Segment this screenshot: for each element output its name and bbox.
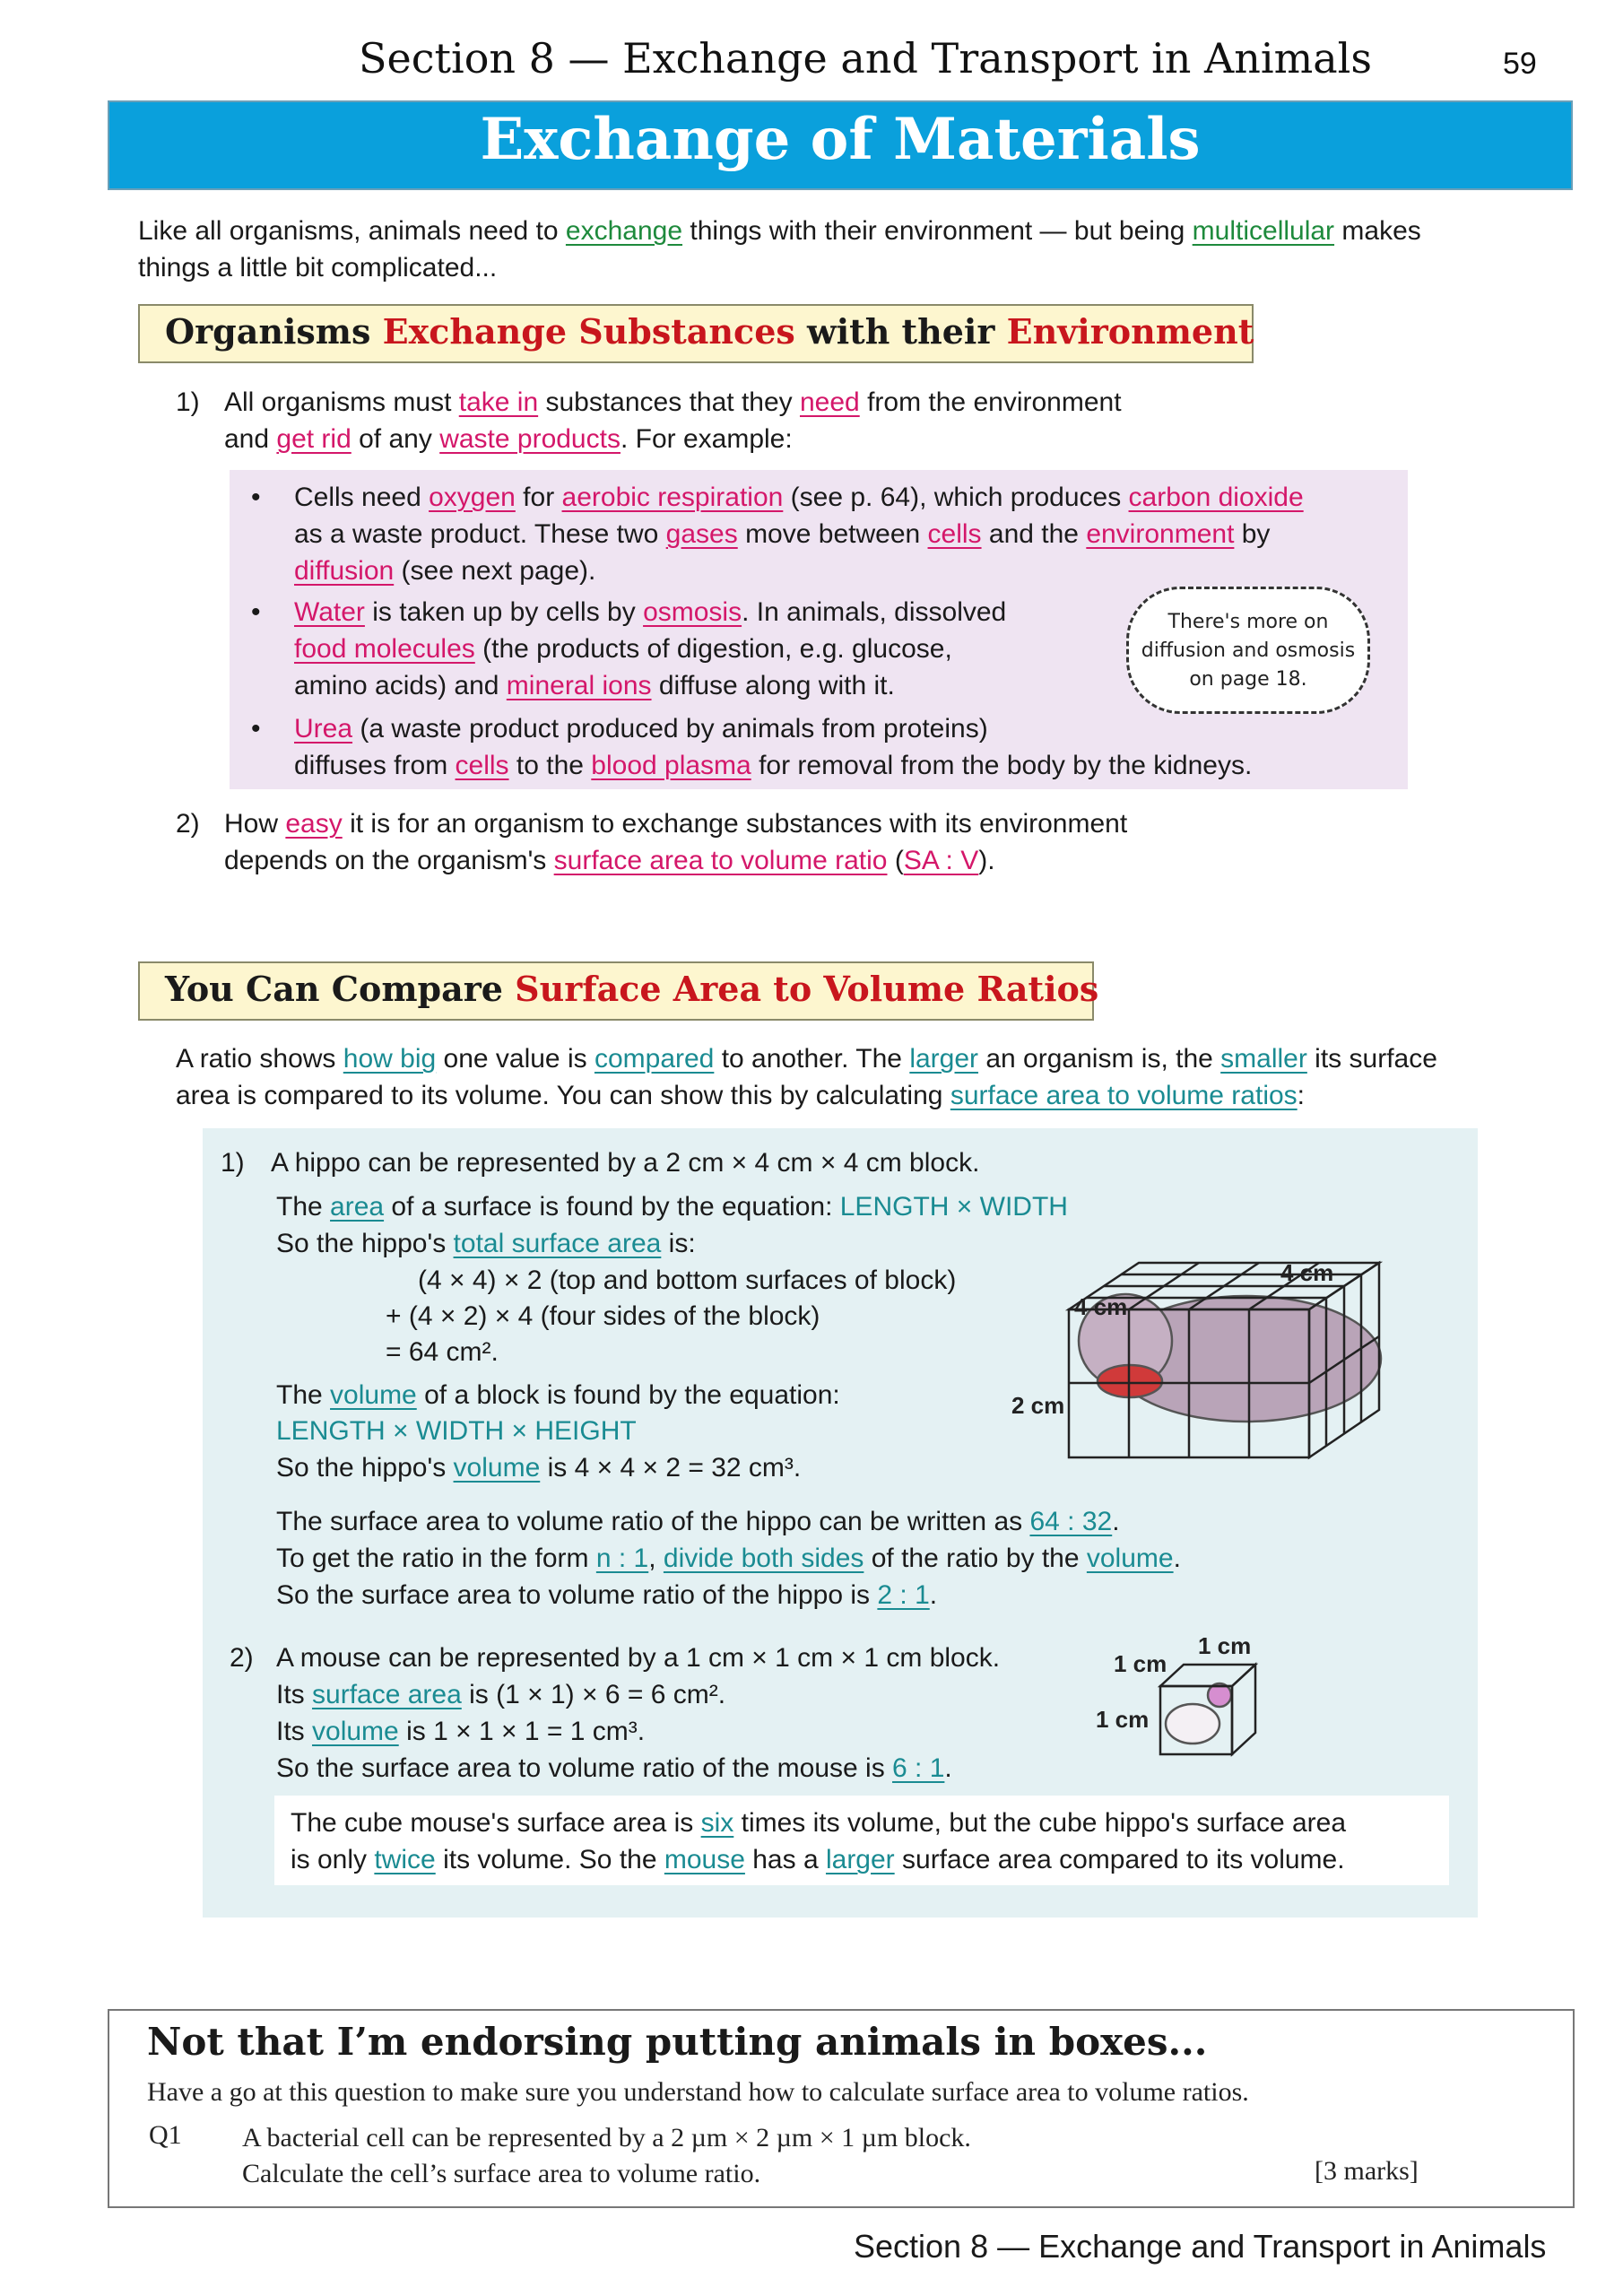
hippo-dim-top: 4 cm bbox=[1280, 1259, 1334, 1286]
page-number: 59 bbox=[1503, 47, 1537, 81]
hippo-total-sa-label: So the hippo's total surface area is: bbox=[276, 1229, 696, 1258]
point-1-text: All organisms must take in substances that they need from the environment and get rid of any waste products. For example: bbox=[224, 387, 1122, 454]
hippo-volume-formula: LENGTH × WIDTH × HEIGHT bbox=[276, 1416, 637, 1446]
hippo-block-illustration bbox=[1058, 1256, 1444, 1471]
section-header: Section 8 — Exchange and Transport in Animals bbox=[359, 34, 1372, 83]
hippo-dim-height: 2 cm bbox=[1011, 1392, 1065, 1419]
question-marks: [3 marks] bbox=[1315, 2156, 1419, 2186]
mouse-dim-side: 1 cm bbox=[1114, 1650, 1167, 1677]
section2-heading: You Can Compare Surface Area to Volume Ratios bbox=[165, 969, 1099, 1009]
bullet-3-text: Urea (a waste product produced by animals from proteins) diffuses from cells to the blood plasma for removal from the body by the kidneys. bbox=[294, 714, 1253, 780]
summary-text: The cube mouse's surface area is six times its volume, but the cube hippo's surface area is only twice its volume. So the mouse has a larger surface area compared to its volume. bbox=[291, 1808, 1347, 1874]
section2-intro: A ratio shows how big one value is compared to another. The larger an organism is, the smaller its surface area is compared to its volume. You can show this by calculating surface area to volume ratios: bbox=[176, 1044, 1437, 1110]
bullet-2-dot: • bbox=[251, 597, 261, 627]
question-box-title: Not that I’m endorsing putting animals in boxes... bbox=[147, 2020, 1208, 2064]
intro-paragraph: Like all organisms, animals need to exchange things with their environment — but being multicellular makes things a little bit complicated... bbox=[138, 216, 1421, 283]
note-bubble-text: There's more on diffusion and osmosis on page 18. bbox=[1141, 611, 1356, 691]
question-text: A bacterial cell can be represented by a 2 µm × 2 µm × 1 µm block. Calculate the cell’s surface area to volume ratio. bbox=[242, 2123, 971, 2188]
question-number: Q1 bbox=[149, 2120, 182, 2150]
bullet-3-dot: • bbox=[251, 714, 261, 744]
hippo-line-1: A hippo can be represented by a 2 cm × 4 cm × 4 cm block. bbox=[271, 1148, 980, 1178]
point-2-text: How easy it is for an organism to exchange substances with its environment depends on the organism's surface area to volume ratio (SA : V). bbox=[224, 809, 1128, 875]
section1-heading: Organisms Exchange Substances with their Environment bbox=[165, 311, 1254, 352]
bullet-1-dot: • bbox=[251, 483, 261, 512]
mouse-text: A mouse can be represented by a 1 cm × 1 cm × 1 cm block. Its surface area is (1 × 1) × 6 = 6 cm². Its volume is 1 × 1 × 1 = 1 cm³. So the surface area to volume ratio of the mouse is 6 : 1. bbox=[276, 1643, 1001, 1783]
page-title: Exchange of Materials bbox=[480, 106, 1201, 173]
hippo-dim-side: 4 cm bbox=[1074, 1293, 1128, 1320]
hippo-volume-equation: The volume of a block is found by the equation: bbox=[276, 1380, 840, 1410]
hippo-number: 1) bbox=[221, 1148, 245, 1178]
mouse-number: 2) bbox=[230, 1643, 254, 1673]
mouse-dim-height: 1 cm bbox=[1096, 1706, 1150, 1733]
mouse-body bbox=[1166, 1704, 1219, 1744]
point-1-number: 1) bbox=[176, 387, 200, 417]
keyword-exchange: exchange bbox=[565, 216, 683, 246]
keyword-multicellular: multicellular bbox=[1192, 216, 1335, 246]
hippo-calc-3: = 64 cm². bbox=[386, 1337, 499, 1367]
bullet-2-text: Water is taken up by cells by osmosis. In animals, dissolved food molecules (the products of digestion, e.g. glucose, amino acids) and mineral ions diffuse along with it. bbox=[294, 597, 1007, 700]
hippo-calc-1: (4 × 4) × 2 (top and bottom surfaces of block) bbox=[418, 1265, 957, 1295]
point-2-number: 2) bbox=[176, 809, 200, 839]
hippo-volume-result: So the hippo's volume is 4 × 4 × 2 = 32 cm³. bbox=[276, 1453, 802, 1483]
mouse-cube-illustration bbox=[1157, 1659, 1273, 1758]
hippo-ratio-text: The surface area to volume ratio of the hippo can be written as 64 : 32. To get the ratio in the form n : 1, divide both sides of the ratio by the volume. So the surface area to volume ratio of the hippo is 2 : 1. bbox=[276, 1507, 1181, 1610]
hippo-calc-2: + (4 × 2) × 4 (four sides of the block) bbox=[386, 1301, 820, 1331]
question-box-intro: Have a go at this question to make sure you understand how to calculate surface area to volume ratios. bbox=[147, 2077, 1249, 2107]
hippo-area-equation: The area of a surface is found by the equation: LENGTH × WIDTH bbox=[276, 1192, 1068, 1222]
mouse-dim-top: 1 cm bbox=[1198, 1632, 1252, 1659]
footer-section: Section 8 — Exchange and Transport in Animals bbox=[854, 2228, 1547, 2265]
bullet-1-text: Cells need oxygen for aerobic respiration (see p. 64), which produces carbon dioxide as a waste product. These two gases move between cells and the environment by diffusion (see next page). bbox=[294, 483, 1304, 586]
